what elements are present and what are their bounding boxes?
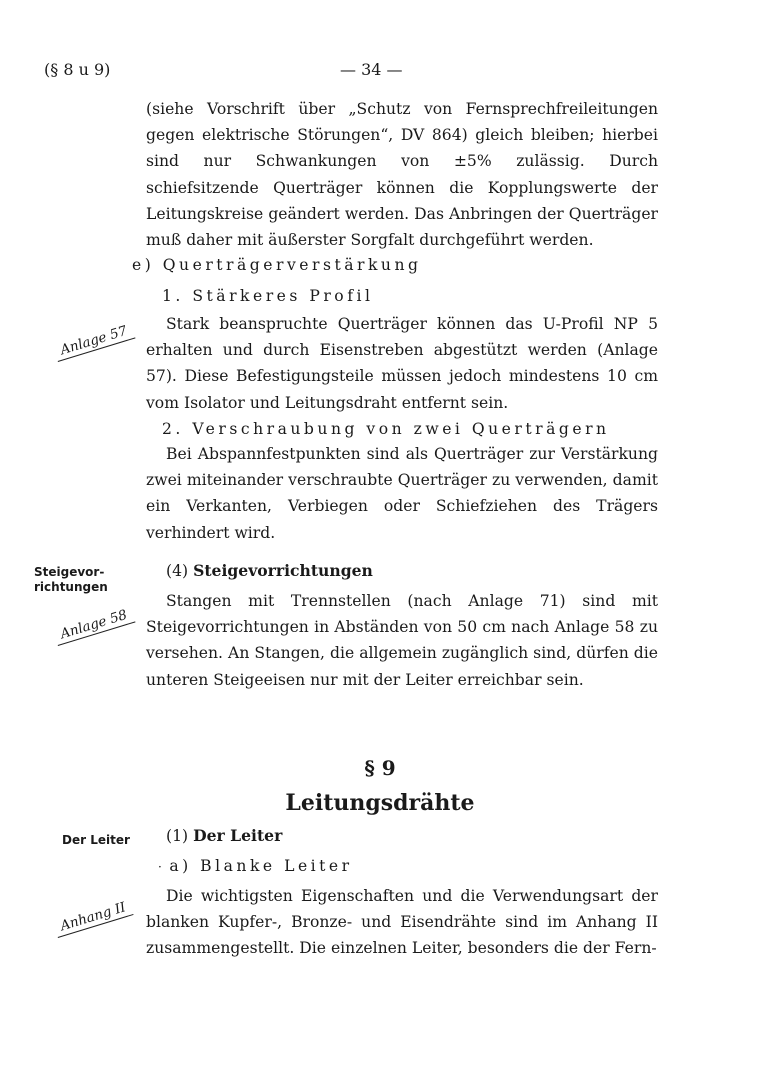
section-4-title: Steigevorrichtungen xyxy=(193,561,373,580)
section-reference: (§ 8 u 9) xyxy=(44,60,111,79)
item2-heading: 2. Verschraubung von zwei Querträgern xyxy=(162,420,610,438)
item2-paragraph: Bei Abspannfestpunkten sind als Querträger zur Verstärkung zwei miteinander verschraubte Querträger zu verwenden, damit ein Verkanten, Verbiegen oder Schiefziehen des Trägers verhindert wird. xyxy=(146,445,658,542)
subsection-1-title: Der Leiter xyxy=(193,826,283,845)
item1-heading: 1. Stärkeres Profil xyxy=(162,287,374,305)
margin-ref-anlage-57: Anlage 57 xyxy=(53,321,136,362)
section-4-paragraph: Stangen mit Trennstellen (nach Anlage 71) sind mit Steigevorrichtungen in Abständen von 50 cm nach Anlage 58 zu versehen. An Stangen, die allgemein zugänglich sind, dürfen die unteren Steigeeisen nur mit der Leiter erreichbar sein. xyxy=(146,592,658,689)
margin-ref-anhang-ii: Anhang II xyxy=(53,898,134,938)
subsection-1-number: (1) xyxy=(166,827,189,845)
subsection-a-heading xyxy=(158,857,353,875)
page-number: — 34 — xyxy=(340,60,403,79)
section-e-heading: e) Querträgerverstärkung xyxy=(132,256,422,274)
margin-label-steigevorrichtungen: Steigevor- richtungen xyxy=(34,565,108,594)
subsection-a-label: a) Blanke Leiter xyxy=(169,857,353,875)
mark-dot-icon: · xyxy=(158,860,166,874)
subsection-1-heading xyxy=(166,826,282,845)
section-9-paragraph: Die wichtigsten Eigenschaften und die Verwendungsart der blanken Kupfer-, Bronze- und Eisendrähte sind im Anhang II zusammengestellt. Die einzelnen Leiter, besonders die der Fern- xyxy=(146,887,658,958)
section-4-heading xyxy=(166,561,373,580)
item1-paragraph: Stark beanspruchte Querträger können das U-Profil NP 5 erhalten und durch Eisenstreben abgestützt werden (Anlage 57). Diese Befestigungsteile müssen jedoch mindestens 10 cm vom Isolator und Leitungsdraht entfernt sein. xyxy=(146,315,658,412)
margin-ref-anlage-58: Anlage 58 xyxy=(53,605,136,646)
section-9-number: § 9 xyxy=(364,756,396,780)
margin-label-der-leiter: Der Leiter xyxy=(62,833,130,847)
intro-paragraph: (siehe Vorschrift über „Schutz von Fernsprechfreileitungen gegen elektrische Störungen“, DV 864) gleich bleiben; hierbei sind nur Schwankungen von ±5% zulässig. Durch schiefsitzende Querträger können die Kopplungswerte der Leitungskreise geändert werden. Das Anbringen der Querträger muß daher mit äußerster Sorgfalt durchgeführt werden. xyxy=(146,100,658,250)
section-9-title: Leitungsdrähte xyxy=(285,790,475,816)
section-4-number: (4) xyxy=(166,562,189,580)
